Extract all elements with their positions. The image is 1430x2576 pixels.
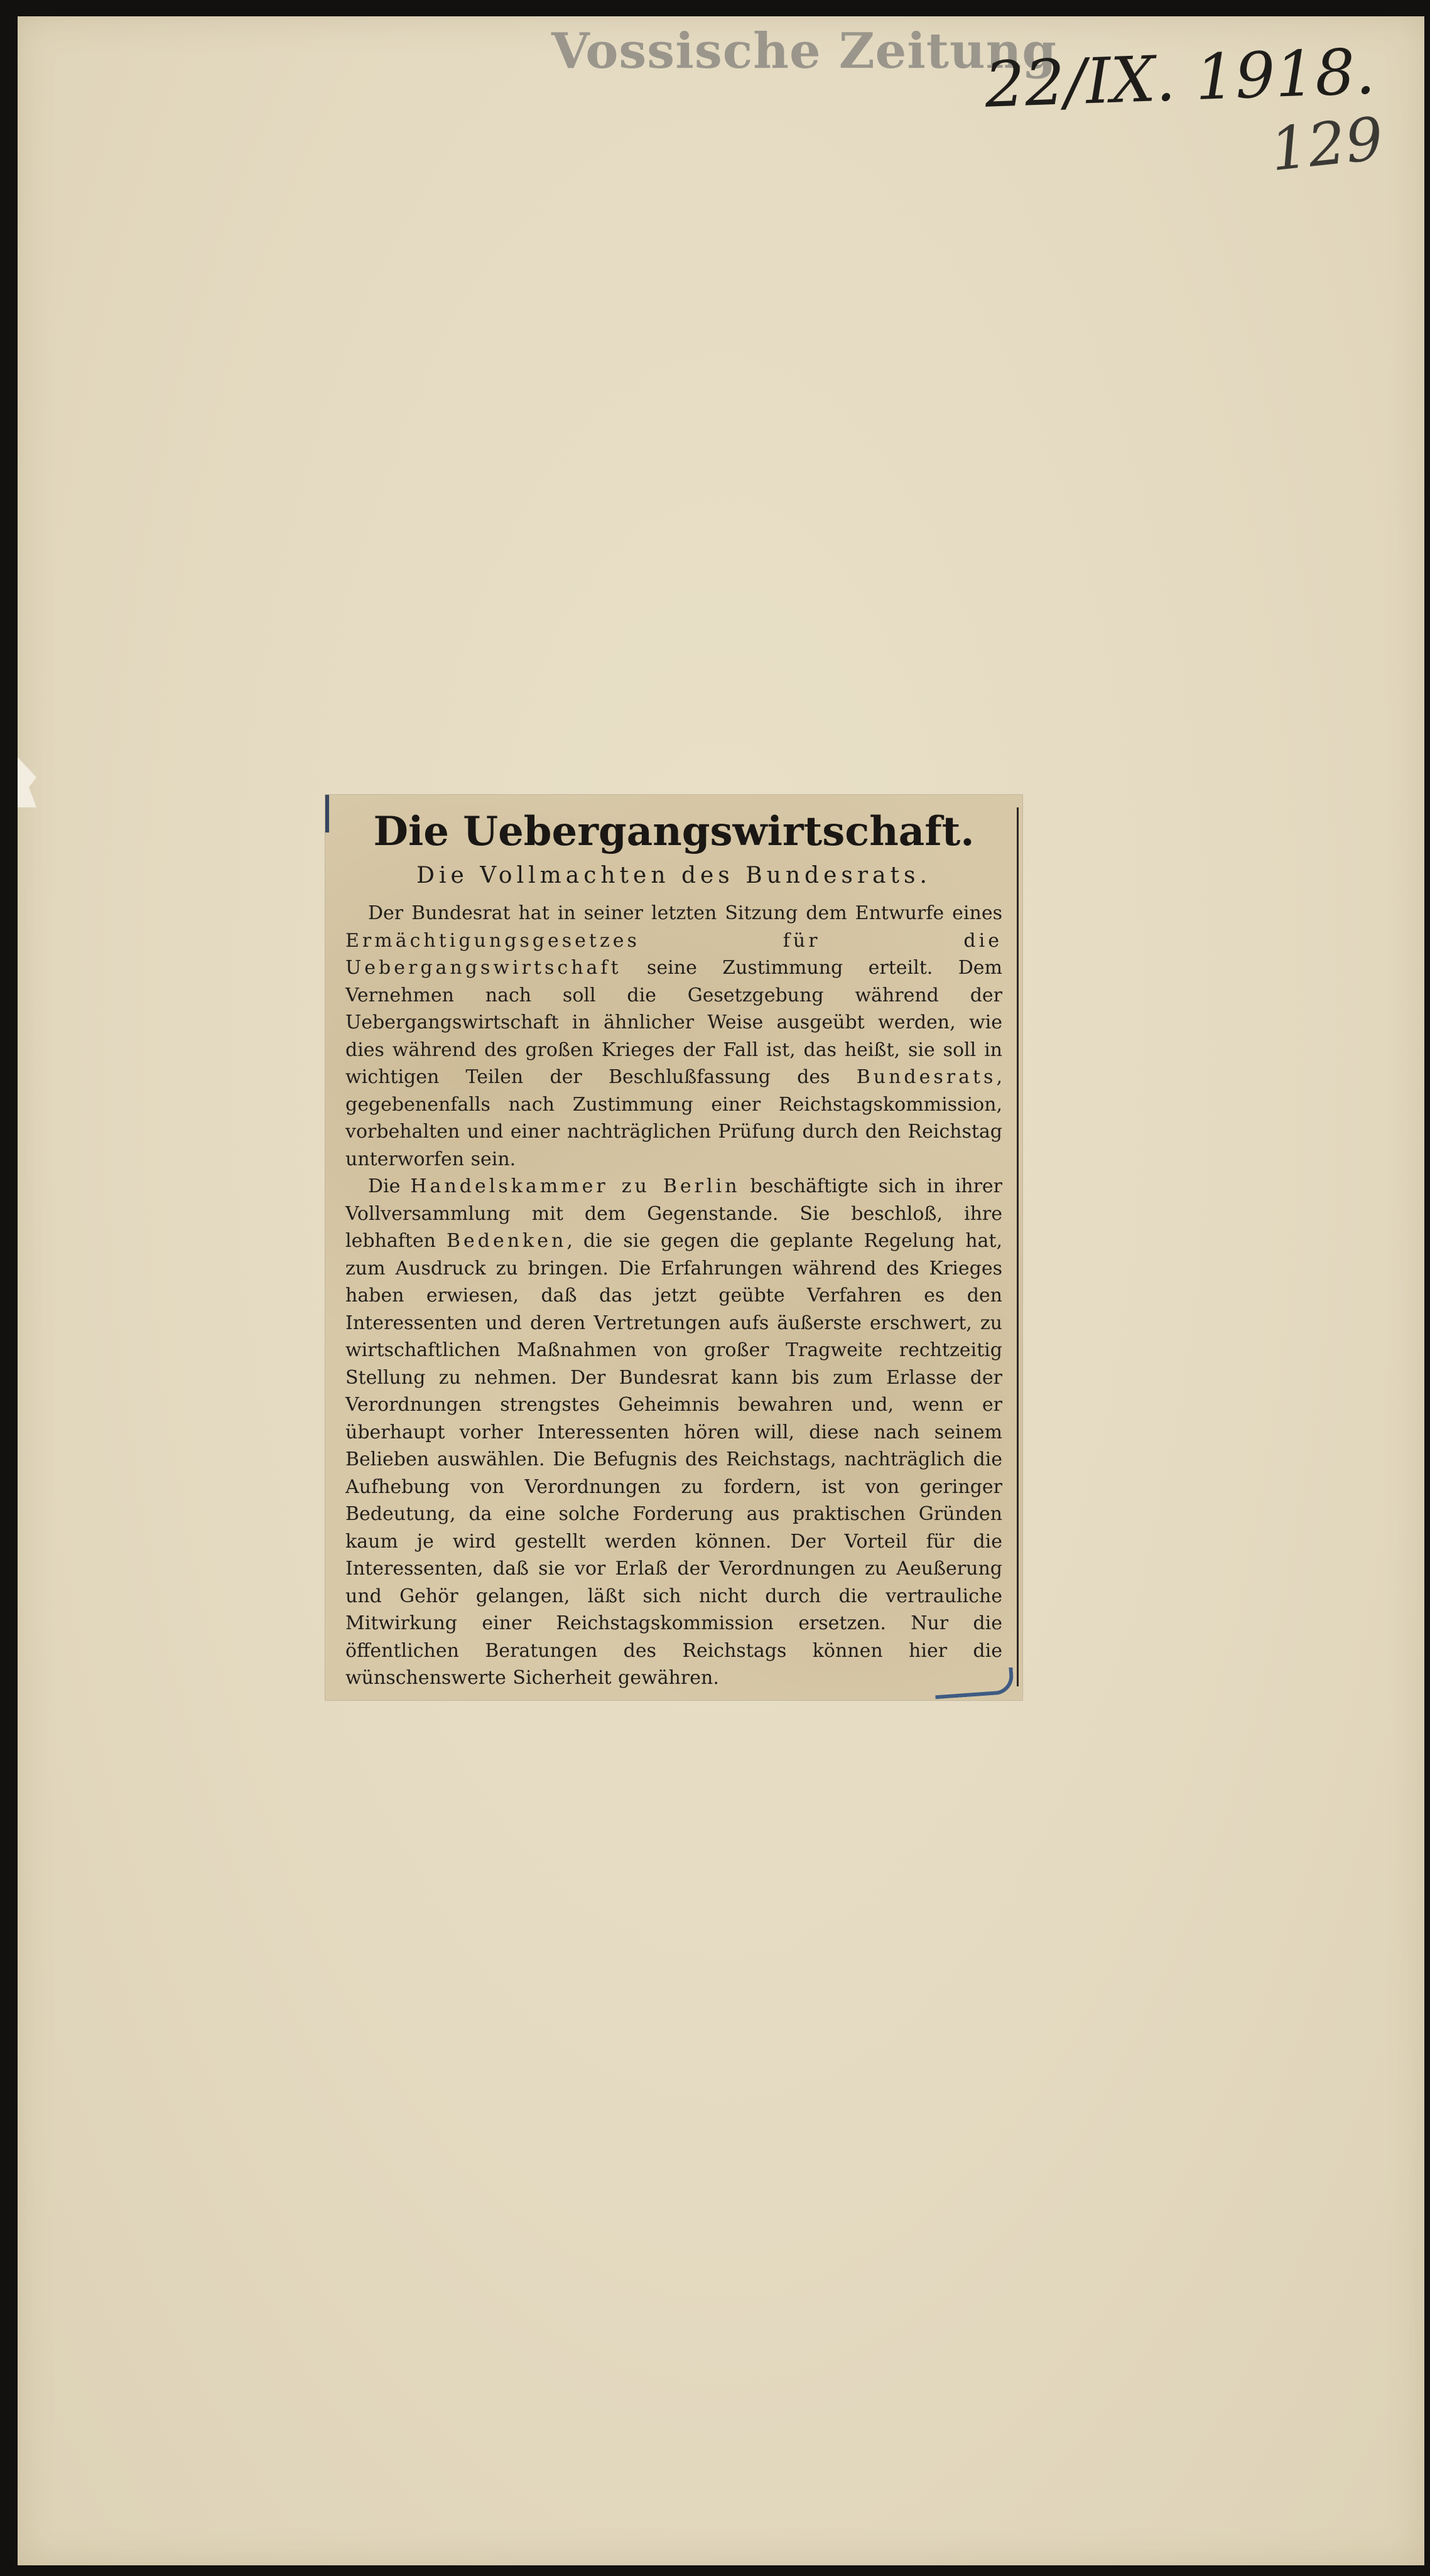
torn-edge xyxy=(18,757,36,807)
paragraph-text: seine Zustimmung erteilt. Dem Vernehmen nach soll die Gesetzgebung während der Uebergangswirtschaft in ähnlicher Weise ausgeübt werden, wie dies während des großen Krieges der Fall ist, das heißt, sie soll in wichtigen Teilen der Beschlußfassung des xyxy=(345,957,1002,1089)
article-paragraph-2 xyxy=(345,1173,1002,1692)
article-paragraph-1 xyxy=(345,900,1002,1173)
spaced-emphasis: Handelskammer zu Berlin xyxy=(410,1175,740,1198)
article-subheadline: Die Vollmachten des Bundesrats. xyxy=(416,863,931,889)
paragraph-text: beschäftigte sich in ihrer Vollversammlung mit dem Gegenstande. Sie beschloß, ihre lebhaften xyxy=(345,1175,1002,1253)
newspaper-stamp: Vossische Zeitung xyxy=(551,23,1057,80)
paragraph-text: Die xyxy=(368,1175,411,1198)
handwritten-date: 22/IX. 1918. xyxy=(983,35,1377,122)
column-rule xyxy=(1017,807,1019,1686)
paragraph-text: , die sie gegen die geplante Regelung hat, zum Ausdruck zu bringen. Die Erfahrungen während des Krieges haben erwiesen, daß das jetzt geübte Verfahren es den Interessenten und deren Vertretungen aufs äußerste erschwert, zu wirtschaftlichen Maßnahmen von großer Tragweite rechtzeitig Stellung zu nehmen. Der Bundesrat kann bis zum Erlasse der Verordnungen strengstes Geheimnis bewahren und, wenn er überhaupt vorher Interessenten hören will, diese nach seinem Belieben auswählen. Die Befugnis des Reichstags, nachträglich die Aufhebung von Verordnungen zu fordern, ist von geringer Bedeutung, da eine solche Forderung aus praktischen Gründen kaum je wird gestellt werden können. Der Vorteil für die Interessenten, daß sie vor Erlaß der Verordnungen zu Aeußerung und Gehör gelangen, läßt sich nicht durch die vertrauliche Mitwirkung einer Reichstagskommission ersetzen. Nur die öffentlichen Beratungen des Reichstags können hier die wünschenswerte Sicherheit gewähren. xyxy=(345,1230,1002,1689)
spaced-emphasis: Ermächtigungsgesetzes für die Uebergangswirtschaft xyxy=(345,929,1002,979)
clipping-left-mark xyxy=(325,795,329,833)
spaced-emphasis: Bedenken xyxy=(446,1230,567,1253)
paragraph-text: Der Bundesrat hat in seiner letzten Sitzung dem Entwurfe eines xyxy=(368,902,1002,925)
article-headline: Die Uebergangswirtschaft. xyxy=(373,808,975,855)
newspaper-clipping xyxy=(325,795,1022,1700)
blue-pencil-mark xyxy=(934,1668,1015,1700)
paragraph-text: , gegebenenfalls nach Zustimmung einer Reichstagskommission, vorbehalten und einer nachträglichen Prüfung durch den Reichstag unterworfen sein. xyxy=(345,1066,1002,1170)
sheet-number: 129 xyxy=(1267,104,1387,185)
spaced-emphasis: Bundesrats xyxy=(856,1066,997,1089)
archive-sheet xyxy=(18,16,1424,2565)
